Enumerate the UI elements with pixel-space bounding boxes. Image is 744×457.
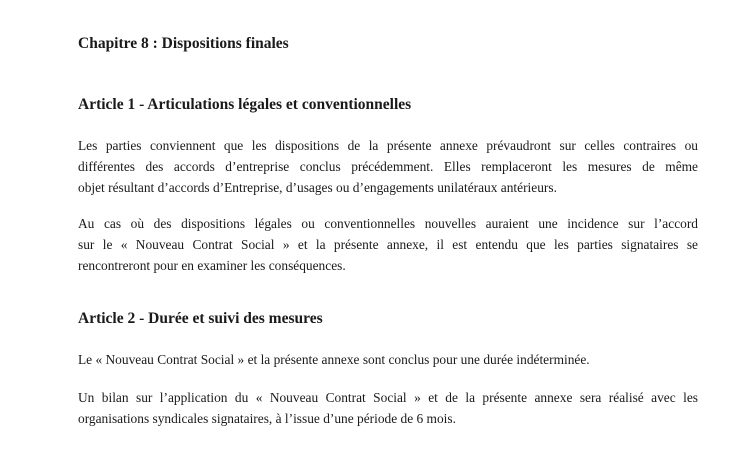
article-2-paragraph-1: [78, 349, 698, 370]
article-1-paragraph-1: [78, 135, 698, 198]
chapter-title: Chapitre 8 : Dispositions finales: [78, 35, 289, 52]
paragraph-line: Au cas où des dispositions légales ou conventionnelles nouvelles auraient une incidence sur l’accord: [78, 216, 698, 231]
paragraph-line: Le « Nouveau Contrat Social » et la présente annexe sont conclus pour une durée indéterminée.: [78, 352, 590, 367]
paragraph-line: différentes des accords d’entreprise conclus précédemment. Elles remplaceront les mesures de même: [78, 159, 698, 174]
paragraph-line: Les parties conviennent que les dispositions de la présente annexe prévaudront sur celles contraires ou: [78, 138, 698, 153]
paragraph-line: rencontreront pour en examiner les conséquences.: [78, 258, 346, 273]
paragraph-line: Un bilan sur l’application du « Nouveau Contrat Social » et de la présente annexe sera réalisé avec les: [78, 390, 698, 405]
article-1-title: Article 1 - Articulations légales et conventionnelles: [78, 96, 412, 113]
paragraph-line: sur le « Nouveau Contrat Social » et la présente annexe, il est entendu que les parties signataires se: [78, 237, 698, 252]
paragraph-line: objet résultant d’accords d’Entreprise, d’usages ou d’engagements unilatéraux antérieurs.: [78, 180, 557, 195]
article-2-title: Article 2 - Durée et suivi des mesures: [78, 310, 323, 327]
paragraph-line: organisations syndicales signataires, à l’issue d’une période de 6 mois.: [78, 411, 456, 426]
article-1-paragraph-2: [78, 213, 698, 276]
article-2-paragraph-2: [78, 387, 698, 429]
